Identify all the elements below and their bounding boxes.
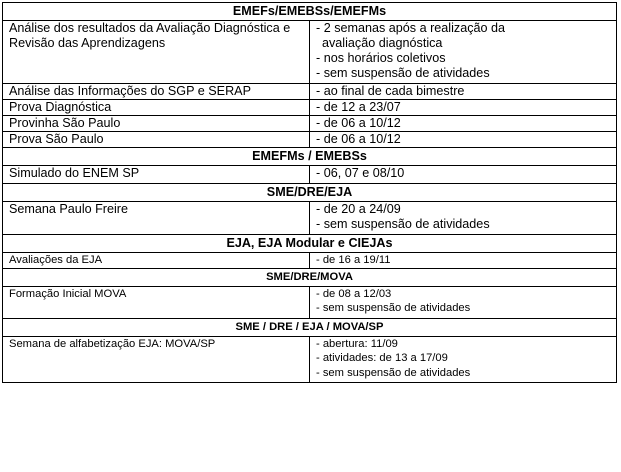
period-text: - sem suspensão de atividades [316,217,490,231]
period-cell [310,132,617,148]
table-row [3,202,617,235]
section-header: EMEFs/EMEBSs/EMEFMs [3,3,617,21]
activity-text: Análise das Informações do SGP e SERAP [9,84,251,98]
activity-cell [3,202,310,235]
section-header: EJA, EJA Modular e CIEJAs [3,235,617,253]
period-cell [310,166,617,184]
activity-text: Formação Inicial MOVA [9,287,127,300]
table-row [3,21,617,84]
activity-text: Revisão das Aprendizagens [9,36,166,50]
activity-cell [3,100,310,116]
table-row [3,116,617,132]
section-header-row [3,268,617,286]
period-text: - de 20 a 24/09 [316,202,401,216]
activity-cell [3,166,310,184]
table-row [3,100,617,116]
activity-text: Prova Diagnóstica [9,100,112,114]
activity-text: Provinha São Paulo [9,116,121,130]
activity-text: Análise dos resultados da Avaliação Diagnóstica e [9,21,291,35]
period-text: - sem suspensão de atividades [316,366,471,379]
period-text: - atividades: de 13 a 17/09 [316,352,448,364]
section-header: SME / DRE / EJA / MOVA/SP [3,318,617,336]
activity-text: Semana Paulo Freire [9,202,129,216]
table-row [3,286,617,318]
table-row [3,132,617,148]
section-header-row [3,148,617,166]
section-header-row [3,318,617,336]
period-cell [310,116,617,132]
section-header: EMEFMs / EMEBSs [3,148,617,166]
activity-cell [3,253,310,269]
activity-text: Simulado do ENEM SP [9,166,140,180]
activity-text: Semana de alfabetização EJA: MOVA/SP [9,337,216,350]
table-row [3,84,617,100]
period-text: - de 16 a 19/11 [316,254,391,266]
section-header: SME/DRE/MOVA [3,268,617,286]
period-cell [310,253,617,269]
period-text: - 06, 07 e 08/10 [316,166,405,180]
section-header-row [3,235,617,253]
calendar-table [2,2,617,383]
table-row [3,253,617,269]
period-text: avaliação diagnóstica [322,36,443,50]
period-cell [310,336,617,383]
period-text: - de 06 a 10/12 [316,132,401,146]
table-row [3,336,617,383]
activity-cell [3,132,310,148]
period-cell [310,202,617,235]
calendar-document [2,2,617,383]
activity-cell [3,116,310,132]
period-cell [310,286,617,318]
period-cell [310,21,617,84]
period-cell [310,100,617,116]
period-text: - de 06 a 10/12 [316,116,401,130]
activity-text: Avaliações da EJA [9,254,103,266]
period-text: - sem suspensão de atividades [316,66,490,80]
activity-cell [3,84,310,100]
period-text: - ao final de cada bimestre [316,84,465,98]
period-text: - de 08 a 12/03 [316,287,392,300]
table-row [3,166,617,184]
period-text: - nos horários coletivos [316,51,446,65]
period-text: - 2 semanas após a realização da [316,21,506,35]
activity-cell [3,286,310,318]
section-header-row [3,3,617,21]
period-cell [310,84,617,100]
activity-text: Prova São Paulo [9,132,104,146]
activity-cell [3,21,310,84]
period-text: - abertura: 11/09 [316,337,398,350]
activity-cell [3,336,310,383]
period-text: - sem suspensão de atividades [316,302,471,314]
period-text: - de 12 a 23/07 [316,100,401,114]
section-header-row [3,184,617,202]
section-header: SME/DRE/EJA [3,184,617,202]
